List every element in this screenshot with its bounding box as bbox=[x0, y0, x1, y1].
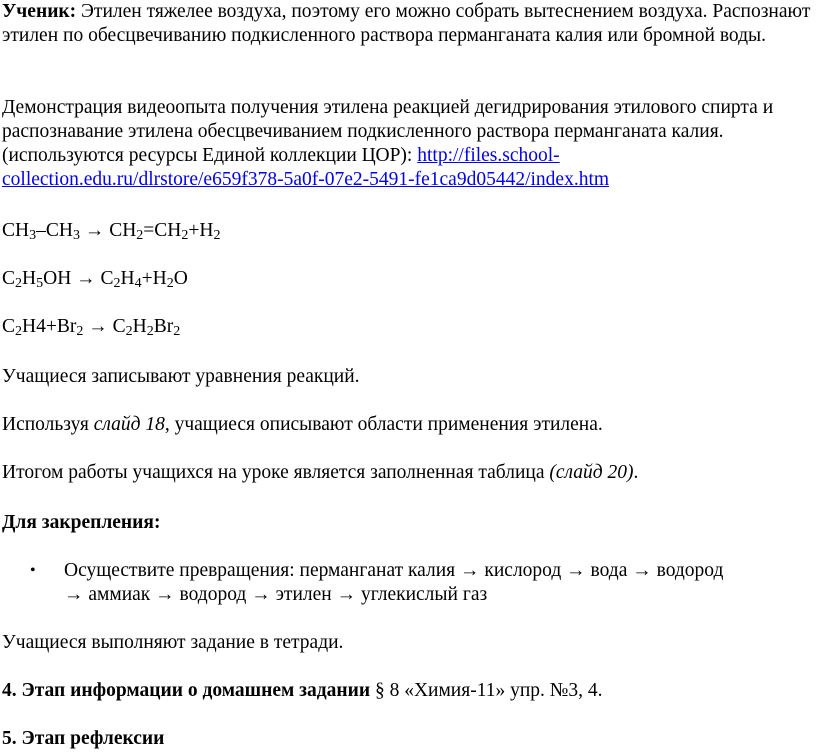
student-text: Этилен тяжелее воздуха, поэтому его можно собрать вытеснением воздуха. Распознают этилен по обесцвечиванию подкисленного раствора перманганата калия или бромной воды. bbox=[2, 1, 811, 46]
reflection-heading: 5. Этап рефлексии bbox=[2, 728, 165, 749]
homework-heading: 4. Этап информации о домашнем задании bbox=[2, 680, 371, 701]
consolidation-heading: Для закрепления: bbox=[2, 512, 161, 533]
resource-link[interactable]: http://files.school-collection.edu.ru/dlrstore/e659f378-5a0f-07e2-5491-fe1ca9d05442/index.htm bbox=[2, 145, 610, 190]
equations-note: Учащиеся записывают уравнения реакций. bbox=[2, 366, 360, 387]
task-line-1: Осуществите превращения: перманганат калия → кислород → вода → водород bbox=[64, 560, 724, 581]
equation-ethanol: $C_2H_5OH \to C_2H_4+H_2O$ bbox=[2, 268, 188, 291]
student-paragraph bbox=[2, 0, 812, 48]
demo-text: Демонстрация видеоопыта получения этилена реакцией дегидрирования этилового спирта и распознавание этилена обесцвечиванием подкисленного раствора перманганата калия. (используются ресурсы Единой коллекции ЦОР): bbox=[2, 97, 774, 166]
homework-text: § 8 «Химия-11» упр. №3, 4. bbox=[370, 680, 603, 701]
equation-bromination: $C_2H4+Br_2 \to C_2H_2Br_2$ bbox=[2, 316, 181, 339]
task-line-2: → аммиак → водород → этилен → углекислый газ bbox=[64, 584, 488, 605]
task-text bbox=[64, 559, 804, 607]
notebook-note: Учащиеся выполняют задание в тетради. bbox=[2, 632, 344, 653]
slide20-paragraph: Итогом работы учащихся на уроке является заполненная таблица (слайд 20). bbox=[2, 462, 639, 483]
speaker-label: Ученик: bbox=[2, 1, 77, 22]
bullet-icon: • bbox=[30, 562, 36, 579]
task-bullet-item bbox=[2, 559, 812, 607]
slide18-paragraph: Используя слайд 18, учащиеся описывают области применения этилена. bbox=[2, 414, 603, 435]
homework-section bbox=[2, 679, 812, 703]
demo-paragraph bbox=[2, 96, 812, 192]
equation-ethane: $CH_3-CH_3 \to CH_2=CH_2+H_2$ bbox=[2, 220, 221, 243]
